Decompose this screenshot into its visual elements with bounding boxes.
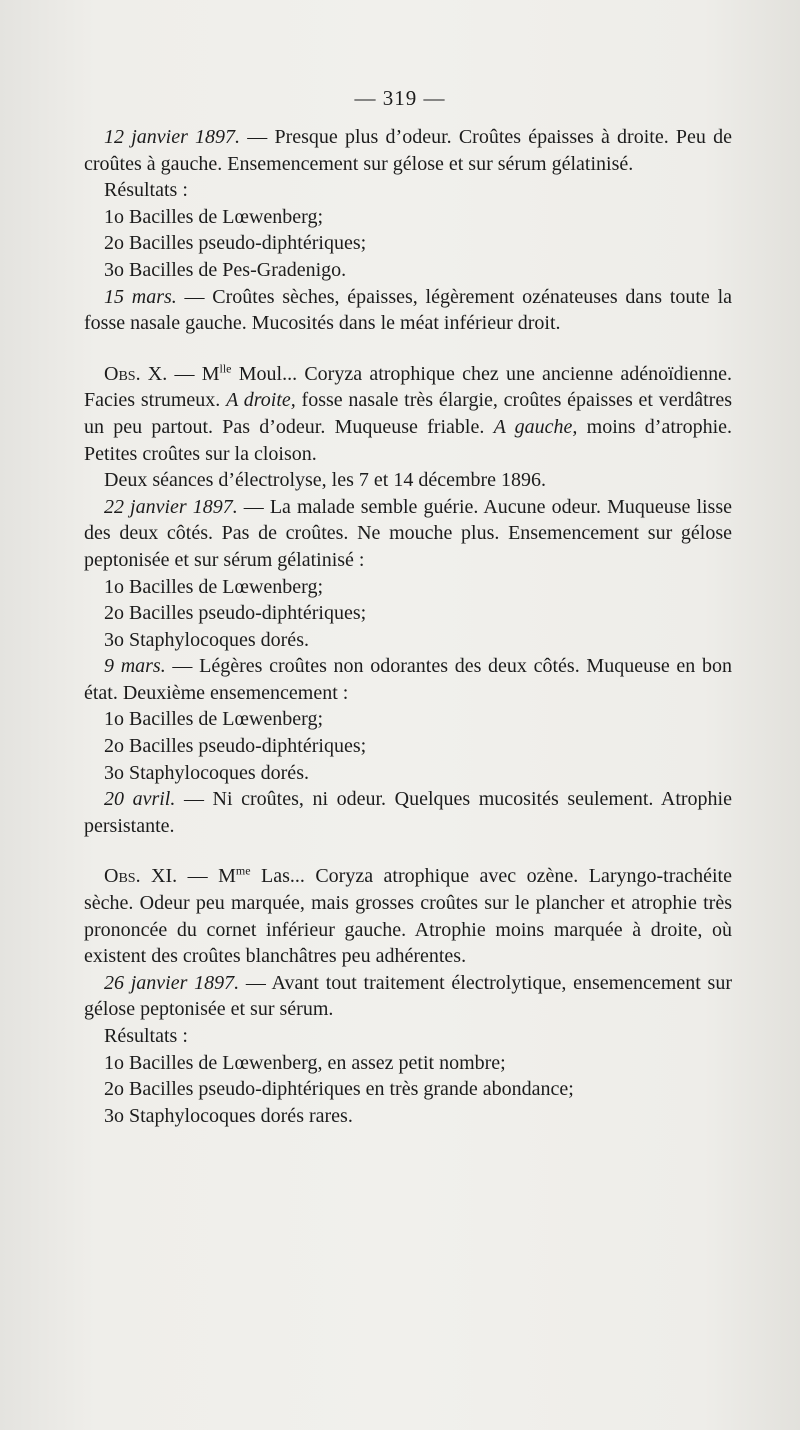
result-item: 1o Bacilles de Lœwenberg; (104, 708, 324, 731)
observation-label: Obs. XI. (104, 865, 178, 888)
results-label: Résultats : (104, 1025, 188, 1047)
entry-date: 20 avril. (104, 788, 176, 811)
entry-text: — Presque plus d’odeur. Croûtes épaisses à droite. Peu de croûtes à gauche. Ensemencement sur gélose et sur sérum gélatinisé. (84, 126, 732, 175)
page-number: — 319 — (354, 86, 446, 110)
result-item: 1o Bacilles de Lœwenberg; (104, 205, 324, 228)
title-superscript: me (235, 863, 251, 878)
intro-text: fosse nasale très élargie, croûtes épaisses et verdâtres un peu partout. Pas d’odeur. Muqueuse friable. (84, 389, 733, 438)
result-item: 3o Staphylocoques dorés. (104, 761, 309, 784)
entry-text: — Légères croûtes non odorantes des deux côtés. Muqueuse en bon état. Deuxième ensemencement : (84, 655, 732, 704)
observation-11-intro (84, 863, 732, 969)
page-body (84, 124, 732, 1129)
intro-text: Moul... Coryza atrophique chez une ancienne adénoïdienne. Facies strumeux. (84, 362, 732, 412)
result-item: 1o Bacilles de Lœwenberg; (104, 575, 324, 598)
result-item: 3o Staphylocoques dorés. (104, 628, 309, 651)
title-superscript: lle (219, 361, 232, 376)
electrolysis-sessions: Deux séances d’électrolyse, les 7 et 14 décembre 1896. (104, 469, 547, 492)
entry-text: — Croûtes sèches, épaisses, légèrement ozénateuses dans toute la fosse nasale gauche. Mucosités dans le méat inférieur droit. (84, 285, 732, 335)
intro-text: — M (167, 362, 220, 385)
intro-text: — M (177, 865, 236, 888)
observation-label: Obs. X. (104, 362, 168, 385)
result-item: 3o Bacilles de Pes-Gradenigo. (104, 258, 347, 281)
entry-text: — Avant tout traitement électrolytique, ensemencement sur gélose peptonisée et sur sérum. (84, 971, 732, 1021)
entry-date: 9 mars. (104, 655, 166, 678)
result-item: 2o Bacilles pseudo-diphtériques; (104, 602, 367, 625)
entry-26-janvier (84, 970, 732, 1023)
side-label: A gauche, (493, 415, 578, 438)
entry-15-mars (84, 284, 732, 337)
entry-date: 15 mars. (104, 285, 177, 308)
entry-text: — La malade semble guérie. Aucune odeur. Muqueuse lisse des deux côtés. Pas de croûtes. Ne mouche plus. Ensemencement sur gélose peptonisée et sur sérum gélatinisé : (84, 495, 732, 571)
intro-text: moins d’atrophie. Petites croûtes sur la cloison. (84, 415, 732, 465)
observation-10-intro (84, 361, 732, 467)
intro-text: Las... Coryza atrophique avec ozène. Laryngo-trachéite sèche. Odeur peu marquée, mais grosses croûtes sur le plancher et atrophie très prononcée du cornet inférieur gauche. Atrophie moins marquée à droite, où existent des croûtes blanchâtres peu adhérentes. (84, 865, 732, 968)
result-item: 2o Bacilles pseudo-diphtériques en très grande abondance; (104, 1078, 574, 1101)
entry-12-janvier (84, 124, 732, 177)
entry-text: — Ni croûtes, ni odeur. Quelques mucosités seulement. Atrophie persistante. (84, 788, 732, 837)
entry-date: 26 janvier 1897. (104, 971, 240, 994)
result-item: 1o Bacilles de Lœwenberg, en assez petit nombre; (104, 1051, 506, 1074)
entry-20-avril (84, 786, 732, 839)
entry-22-janvier (84, 494, 732, 574)
entry-date: 22 janvier 1897. (104, 495, 238, 518)
entry-date: 12 janvier 1897. (104, 126, 241, 148)
side-label: A droite, (226, 389, 296, 412)
results-label: Résultats : (104, 179, 188, 202)
result-item: 2o Bacilles pseudo-diphtériques; (104, 232, 367, 255)
result-item: 2o Bacilles pseudo-diphtériques; (104, 735, 367, 758)
result-item: 3o Staphylocoques dorés rares. (104, 1104, 353, 1127)
entry-9-mars (84, 653, 732, 706)
